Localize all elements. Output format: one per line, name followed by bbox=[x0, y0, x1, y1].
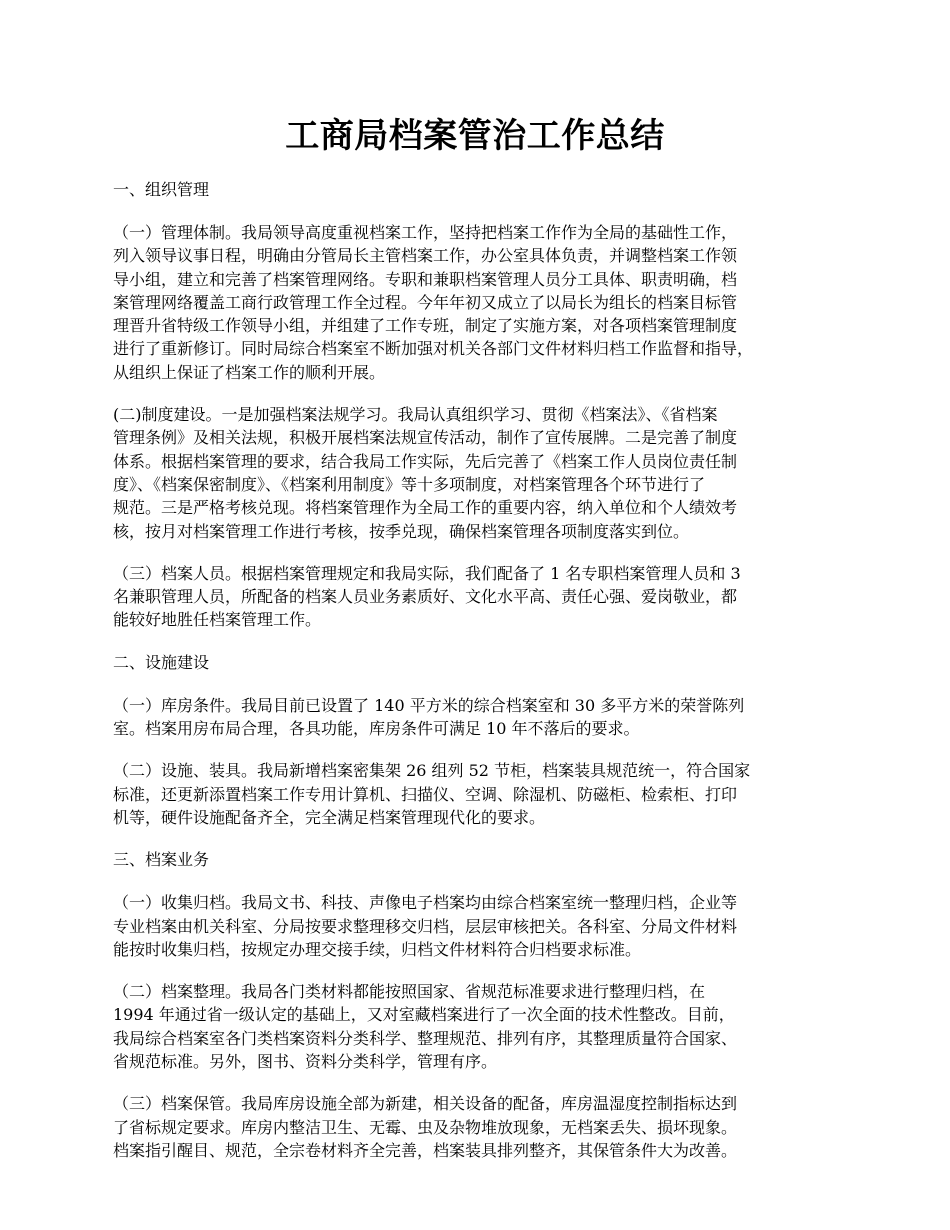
paragraph-line: 我局综合档案室各门类档案资料分类科学、整理规范、排列有序，其整理质量符合国家、 bbox=[113, 1028, 738, 1048]
paragraph-line: 规范。三是严格考核兑现。将档案管理作为全局工作的重要内容，纳入单位和个人绩效考 bbox=[113, 498, 738, 518]
paragraph-line: 档案指引醒目、规范，全宗卷材料齐全完善，档案装具排列整齐，其保管条件大为改善。 bbox=[113, 1140, 738, 1160]
paragraph-line: 体系。根据档案管理的要求，结合我局工作实际，先后完善了《档案工作人员岗位责任制 bbox=[113, 451, 738, 471]
paragraph-line: 名兼职管理人员，所配备的档案人员业务素质好、文化水平高、责任心强、爱岗敬业，都 bbox=[113, 587, 738, 607]
paragraph-line: 能较好地胜任档案管理工作。 bbox=[113, 610, 322, 630]
paragraph-line: 能按时收集归档，按规定办理交接手续，归档文件材料符合归档要求标准。 bbox=[113, 939, 642, 959]
body-paragraph bbox=[113, 221, 853, 384]
paragraph-line: （三）档案保管。我局库房设施全部为新建，相关设备的配备，库房温湿度控制指标达到 bbox=[113, 1094, 738, 1114]
paragraph-line: 度》、《档案保密制度》、《档案利用制度》等十多项制度，对档案管理各个环节进行了 bbox=[113, 474, 706, 494]
paragraph-line: 专业档案由机关科室、分局按要求整理移交归档，层层审核把关。各科室、分局文件材料 bbox=[113, 916, 738, 936]
paragraph-line: 了省标规定要求。库房内整洁卫生、无霉、虫及杂物堆放现象，无档案丢失、损坏现象。 bbox=[113, 1117, 738, 1137]
paragraph-line: （二）档案整理。我局各门类材料都能按照国家、省规范标准要求进行整理归档，在 bbox=[113, 982, 706, 1002]
paragraph-line: 1994 年通过省一级认定的基础上，又对室藏档案进行了一次全面的技术性整改。目前， bbox=[113, 1005, 735, 1025]
section-heading: 一、组织管理 bbox=[113, 180, 210, 199]
paragraph-line: 理晋升省特级工作领导小组，并组建了工作专班，制定了实施方案，对各项档案管理制度 bbox=[113, 316, 738, 336]
paragraph-line: 标准，还更新添置档案工作专用计算机、扫描仪、空调、除湿机、防磁柜、检索柜、打印 bbox=[113, 784, 738, 804]
body-paragraph bbox=[113, 694, 853, 741]
paragraph-line: 导小组，建立和完善了档案管理网络。专职和兼职档案管理人员分工具体、职责明确，档 bbox=[113, 269, 738, 289]
paragraph-line: 从组织上保证了档案工作的顺利开展。 bbox=[113, 362, 386, 382]
paragraph-line: （二）设施、装具。我局新增档案密集架 26 组列 52 节柜，档案装具规范统一，符合国家 bbox=[113, 761, 751, 781]
section-heading: 三、档案业务 bbox=[113, 850, 210, 870]
paragraph-line: （一）管理体制。我局领导高度重视档案工作，坚持把档案工作作为全局的基础性工作， bbox=[113, 223, 738, 242]
paragraph-line: 进行了重新修订。同时局综合档案室不断加强对机关各部门文件材料归档工作监督和指导， bbox=[113, 339, 754, 359]
paragraph-line: （一）库房条件。我局目前已设置了 140 平方米的综合档案室和 30 多平方米的荣誉陈列 bbox=[113, 695, 745, 715]
paragraph-line: 案管理网络覆盖工商行政管理工作全过程。今年年初又成立了以局长为组长的档案目标管 bbox=[113, 292, 738, 312]
body-paragraph bbox=[113, 759, 853, 829]
document-body bbox=[113, 178, 853, 1181]
body-paragraph bbox=[113, 1092, 853, 1162]
body-paragraph bbox=[113, 891, 853, 961]
paragraph-line: （三）档案人员。根据档案管理规定和我局实际，我们配备了 1 名专职档案管理人员和 3 bbox=[113, 563, 741, 583]
paragraph-line: 室。档案用房布局合理，各具功能，库房条件可满足 10 年不落后的要求。 bbox=[113, 719, 640, 739]
document-title: 工商局档案管治工作总结 bbox=[285, 116, 665, 156]
paragraph-line: 机等，硬件设施配备齐全，完全满足档案管理现代化的要求。 bbox=[113, 807, 546, 827]
section-heading: 二、设施建设 bbox=[113, 652, 210, 672]
body-paragraph bbox=[113, 980, 853, 1073]
paragraph-line: 列入领导议事日程，明确由分管局长主管档案工作，办公室具体负责，并调整档案工作领 bbox=[113, 246, 738, 266]
paragraph-line: 核，按月对档案管理工作进行考核，按季兑现，确保档案管理各项制度落实到位。 bbox=[113, 521, 690, 541]
paragraph-line: 省规范标准。另外，图书、资料分类科学，管理有序。 bbox=[113, 1052, 498, 1072]
paragraph-line: （一）收集归档。我局文书、科技、声像电子档案均由综合档案室统一整理归档，企业等 bbox=[113, 893, 738, 913]
body-paragraph bbox=[113, 562, 853, 632]
body-paragraph bbox=[113, 403, 853, 543]
paragraph-line: (二)制度建设。一是加强档案法规学习。我局认真组织学习、贯彻《档案法》、《省档案 bbox=[113, 405, 718, 425]
paragraph-line: 管理条例》及相关法规，积极开展档案法规宣传活动，制作了宣传展牌。二是完善了制度 bbox=[113, 428, 738, 448]
